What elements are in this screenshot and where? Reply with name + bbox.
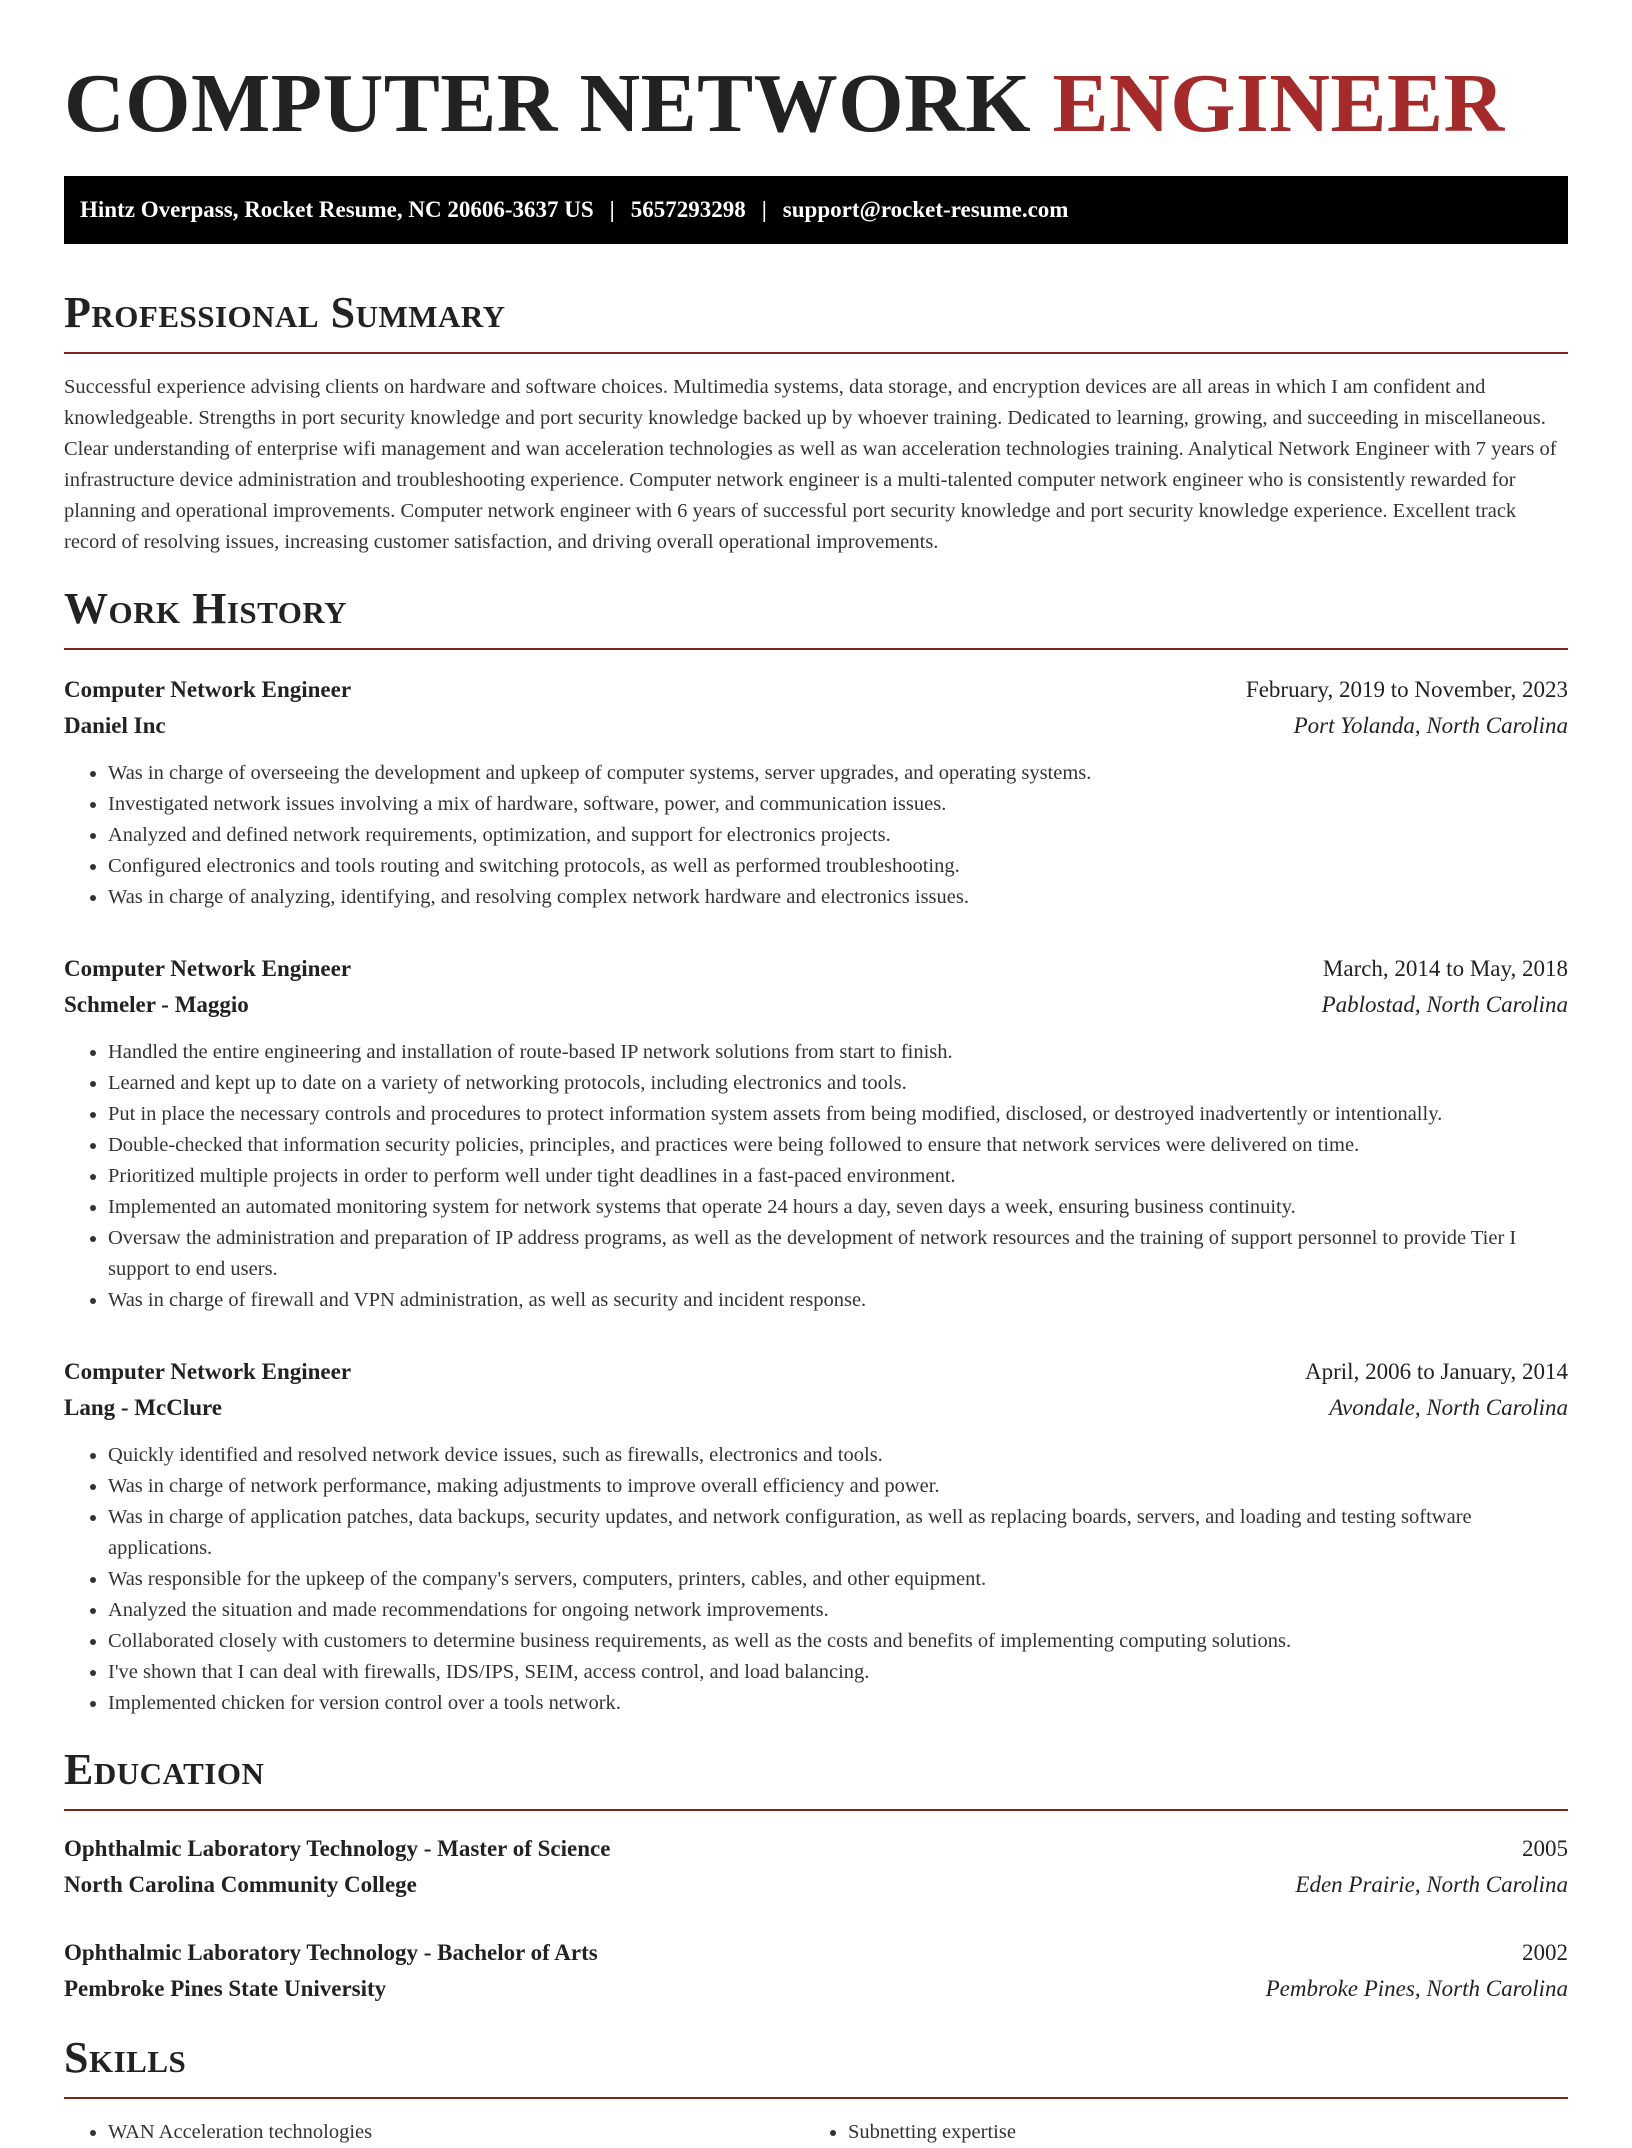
professional-summary-section (64, 290, 1568, 558)
education-year: 2005 (1522, 1836, 1568, 1861)
job-bullets (64, 758, 1568, 913)
job-bullet: • Was in charge of overseeing the development and upkeep of computer systems, server upgrades, and operating systems. (108, 758, 1568, 789)
summary-text: Successful experience advising clients on hardware and software choices. Multimedia systems, data storage, and encryption devices are all areas in which I am confident and knowledgeable. Strengths in port security knowledge and port security knowledge backed up by whoever training. Dedicated to learning, growing, and succeeding in miscellaneous. Clear understanding of enterprise wifi management and wan acceleration technologies as well as wan acceleration technologies training. Analytical Network Engineer with 7 years of infrastructure device administration and troubleshooting experience. Computer network engineer is a multi-talented computer network engineer who is consistently rewarded for planning and operational improvements. Computer network engineer with 6 years of successful port security knowledge and port security knowledge experience. Excellent track record of resolving issues, increasing customer satisfaction, and driving overall operational improvements. (64, 376, 1557, 553)
job-bullet: • Handled the entire engineering and installation of route-based IP network solutions from start to finish. (108, 1037, 1568, 1068)
contact-address: Hintz Overpass, Rocket Resume, NC 20606-3637 US (80, 197, 594, 222)
education-degree-row (64, 1935, 1568, 1971)
job-bullet: • Was in charge of analyzing, identifying, and resolving complex network hardware and electronics issues. (108, 882, 1568, 913)
job-entry (64, 951, 1568, 1316)
job-bullet: • Implemented an automated monitoring system for network systems that operate 24 hours a day, seven days a week, ensuring business continuity. (108, 1192, 1568, 1223)
job-bullets (64, 1440, 1568, 1719)
section-title-work: Work History (64, 584, 348, 633)
work-history-section (64, 586, 1568, 1719)
skills-column-right (804, 2117, 1544, 2148)
education-degree: Ophthalmic Laboratory Technology - Bachelor of Arts (64, 1940, 598, 1965)
education-degree-row (64, 1831, 1568, 1867)
job-company-row (64, 1390, 1568, 1426)
education-year: 2002 (1522, 1940, 1568, 1965)
job-entry (64, 1354, 1568, 1719)
job-dates: March, 2014 to May, 2018 (1322, 956, 1568, 981)
job-company: Daniel Inc (64, 713, 166, 738)
job-dates: February, 2019 to November, 2023 (1245, 677, 1568, 702)
job-bullet: • Was in charge of network performance, making adjustments to improve overall efficiency and power. (108, 1471, 1568, 1502)
job-header-row (64, 1354, 1568, 1390)
education-list (64, 1831, 1568, 2007)
job-company: Lang - McClure (64, 1395, 223, 1420)
job-bullet: • Put in place the necessary controls and procedures to protect information system assets from being modified, disclosed, or destroyed inadvertently or intentionally. (108, 1099, 1568, 1130)
job-bullets (64, 1037, 1568, 1316)
job-bullet: • Oversaw the administration and preparation of IP address programs, as well as the development of network resources and the training of support personnel to provide Tier I support to end users. (108, 1223, 1568, 1285)
education-location: Pembroke Pines, North Carolina (1265, 1976, 1568, 2001)
job-company: Schmeler - Maggio (64, 992, 249, 1017)
job-bullet: • Quickly identified and resolved network device issues, such as firewalls, electronics and tools. (108, 1440, 1568, 1471)
section-divider (64, 1809, 1568, 1811)
skills-columns (64, 2117, 1568, 2148)
title-main: COMPUTER NETWORK (64, 57, 1053, 150)
education-location: Eden Prairie, North Carolina (1295, 1872, 1568, 1897)
skill-item: • WAN Acceleration technologies (108, 2117, 804, 2148)
job-header-row (64, 672, 1568, 708)
job-location: Port Yolanda, North Carolina (1293, 713, 1568, 738)
job-list (64, 672, 1568, 1719)
job-location: Avondale, North Carolina (1329, 1395, 1568, 1420)
skills-column-left (64, 2117, 804, 2148)
contact-separator: | (609, 197, 615, 222)
education-entry (64, 1935, 1568, 2007)
job-dates: April, 2006 to January, 2014 (1305, 1359, 1568, 1384)
job-bullet: • Investigated network issues involving a mix of hardware, software, power, and communication issues. (108, 789, 1568, 820)
contact-bar (64, 176, 1568, 244)
education-degree: Ophthalmic Laboratory Technology - Master of Science (64, 1836, 611, 1861)
job-role: Computer Network Engineer (64, 677, 352, 702)
contact-phone: 5657293298 (630, 197, 746, 222)
job-company-row (64, 708, 1568, 744)
section-divider (64, 648, 1568, 650)
section-divider (64, 352, 1568, 354)
section-divider (64, 2097, 1568, 2099)
section-title-education: Education (64, 1745, 265, 1794)
job-role: Computer Network Engineer (64, 956, 352, 981)
education-school: Pembroke Pines State University (64, 1976, 387, 2001)
job-bullet: • Was in charge of firewall and VPN administration, as well as security and incident response. (108, 1285, 1568, 1316)
job-company-row (64, 987, 1568, 1023)
job-bullet: • Implemented chicken for version control over a tools network. (108, 1688, 1568, 1719)
education-school-row (64, 1867, 1568, 1903)
job-bullet: • Prioritized multiple projects in order to perform well under tight deadlines in a fast-paced environment. (108, 1161, 1568, 1192)
job-bullet: • Collaborated closely with customers to determine business requirements, as well as the costs and benefits of implementing computing solutions. (108, 1626, 1568, 1657)
education-entry (64, 1831, 1568, 1903)
job-bullet: • Analyzed the situation and made recommendations for ongoing network improvements. (108, 1595, 1568, 1626)
job-bullet: • Double-checked that information security policies, principles, and practices were being followed to ensure that network services were delivered on time. (108, 1130, 1568, 1161)
contact-email[interactable]: support@rocket-resume.com (782, 197, 1069, 222)
section-title-skills: Skills (64, 2033, 187, 2082)
resume-page (64, 0, 1568, 2148)
section-title-summary: Professional Summary (64, 288, 506, 337)
job-location: Pablostad, North Carolina (1321, 992, 1568, 1017)
job-bullet: • Analyzed and defined network requirements, optimization, and support for electronics projects. (108, 820, 1568, 851)
job-entry (64, 672, 1568, 913)
job-bullet: • I've shown that I can deal with firewalls, IDS/IPS, SEIM, access control, and load balancing. (108, 1657, 1568, 1688)
skills-section (64, 2035, 1568, 2148)
skill-item: • Subnetting expertise (848, 2117, 1544, 2148)
education-school-row (64, 1971, 1568, 2007)
title-accent: ENGINEER (1052, 57, 1505, 150)
job-bullet: • Configured electronics and tools routing and switching protocols, as well as performed troubleshooting. (108, 851, 1568, 882)
job-bullet: • Learned and kept up to date on a variety of networking protocols, including electronics and tools. (108, 1068, 1568, 1099)
job-bullet: • Was in charge of application patches, data backups, security updates, and network configuration, as well as replacing boards, servers, and loading and testing software applications. (108, 1502, 1568, 1564)
job-bullet: • Was responsible for the upkeep of the company's servers, computers, printers, cables, and other equipment. (108, 1564, 1568, 1595)
contact-separator: | (761, 197, 767, 222)
education-section (64, 1747, 1568, 2007)
candidate-title (64, 58, 1568, 150)
education-school: North Carolina Community College (64, 1872, 417, 1897)
job-role: Computer Network Engineer (64, 1359, 352, 1384)
job-header-row (64, 951, 1568, 987)
